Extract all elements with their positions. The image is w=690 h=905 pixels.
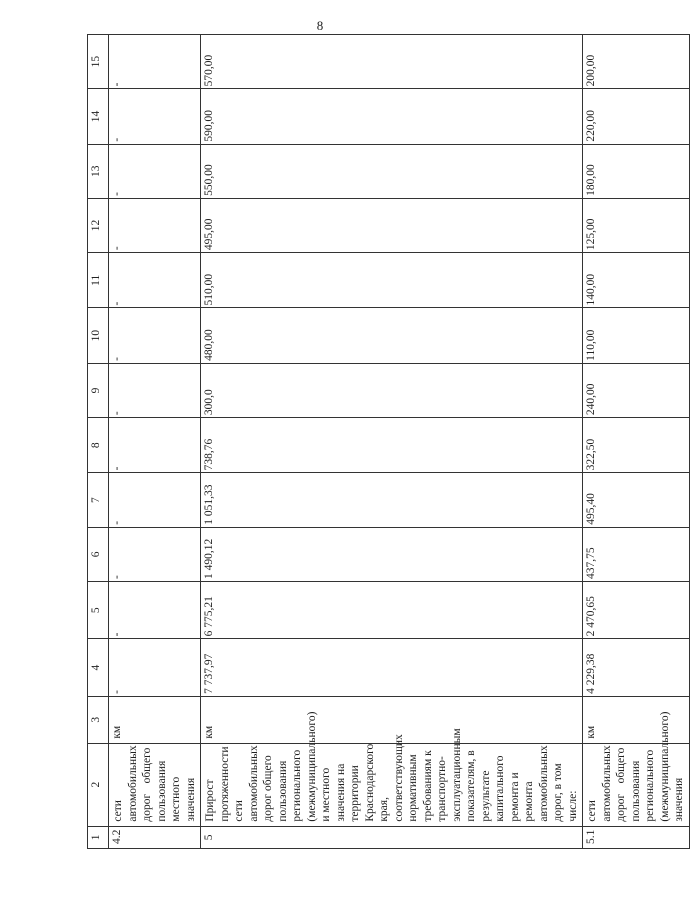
row-value: 200,00 [583,35,690,89]
row-number: 5 [201,826,583,848]
row-value: 495,00 [201,198,583,252]
indicator-table [87,34,690,849]
row-value: 437,75 [583,527,690,581]
row-unit: км [583,696,690,743]
row-value: - [109,418,201,473]
row-value: 570,00 [201,35,583,89]
row-value: 140,00 [583,253,690,308]
row-value: 322,50 [583,418,690,473]
column-number: 3 [88,696,109,743]
column-number-row [88,35,109,849]
column-number: 2 [88,743,109,826]
row-value: - [109,639,201,696]
row-value: - [109,198,201,252]
column-number: 10 [88,308,109,363]
table-row [583,35,690,849]
column-number: 1 [88,826,109,848]
row-value: 110,00 [583,308,690,363]
row-value: 480,00 [201,308,583,363]
row-value: 7 737,97 [201,639,583,696]
row-value: 1 490,12 [201,527,583,581]
column-number: 13 [88,144,109,198]
column-number: 15 [88,35,109,89]
column-number: 12 [88,198,109,252]
row-value: 125,00 [583,198,690,252]
row-value: - [109,253,201,308]
page-number: 8 [316,18,324,33]
indicator-table-rotated [87,34,685,849]
row-value: - [109,35,201,89]
row-value: 510,00 [201,253,583,308]
row-value: 590,00 [201,89,583,144]
row-value: - [109,473,201,527]
row-value: - [109,144,201,198]
row-value: 180,00 [583,144,690,198]
column-number: 14 [88,89,109,144]
column-number: 11 [88,253,109,308]
row-value: 550,00 [201,144,583,198]
row-value: 738,76 [201,418,583,473]
table-row [109,35,201,849]
table-row [201,35,583,849]
row-value: 495,40 [583,473,690,527]
row-description: сети автомобильных дорог общего пользования регионального (межмуниципального) значения [583,743,690,826]
row-value: 6 775,21 [201,581,583,638]
row-value: 1 051,33 [201,473,583,527]
row-number: 5.1 [583,826,690,848]
row-value: - [109,581,201,638]
row-description: сети автомобильных дорог общего пользования местного значения [109,743,201,826]
row-value: 2 470,65 [583,581,690,638]
column-number: 5 [88,581,109,638]
row-value: - [109,363,201,417]
row-value: 220,00 [583,89,690,144]
column-number: 7 [88,473,109,527]
row-value: 240,00 [583,363,690,417]
row-number: 4.2 [109,826,201,848]
row-value: - [109,527,201,581]
column-number: 6 [88,527,109,581]
row-value: 4 229,38 [583,639,690,696]
row-value: 300,0 [201,363,583,417]
column-number: 9 [88,363,109,417]
row-unit: км [109,696,201,743]
row-unit: км [201,696,583,743]
column-number: 4 [88,639,109,696]
row-value: - [109,308,201,363]
column-number: 8 [88,418,109,473]
row-description: Прирост протяженности сети автомобильных дорог общего пользования регионального (межмуниципального) и местного значения на территории Краснодарского края, соответствующих нормативным требованиям к транспортно-эксплуатационным показателям, в результате капитального ремонта и ремонта автомобильных дорог, в том числе: [201,743,583,826]
row-value: - [109,89,201,144]
